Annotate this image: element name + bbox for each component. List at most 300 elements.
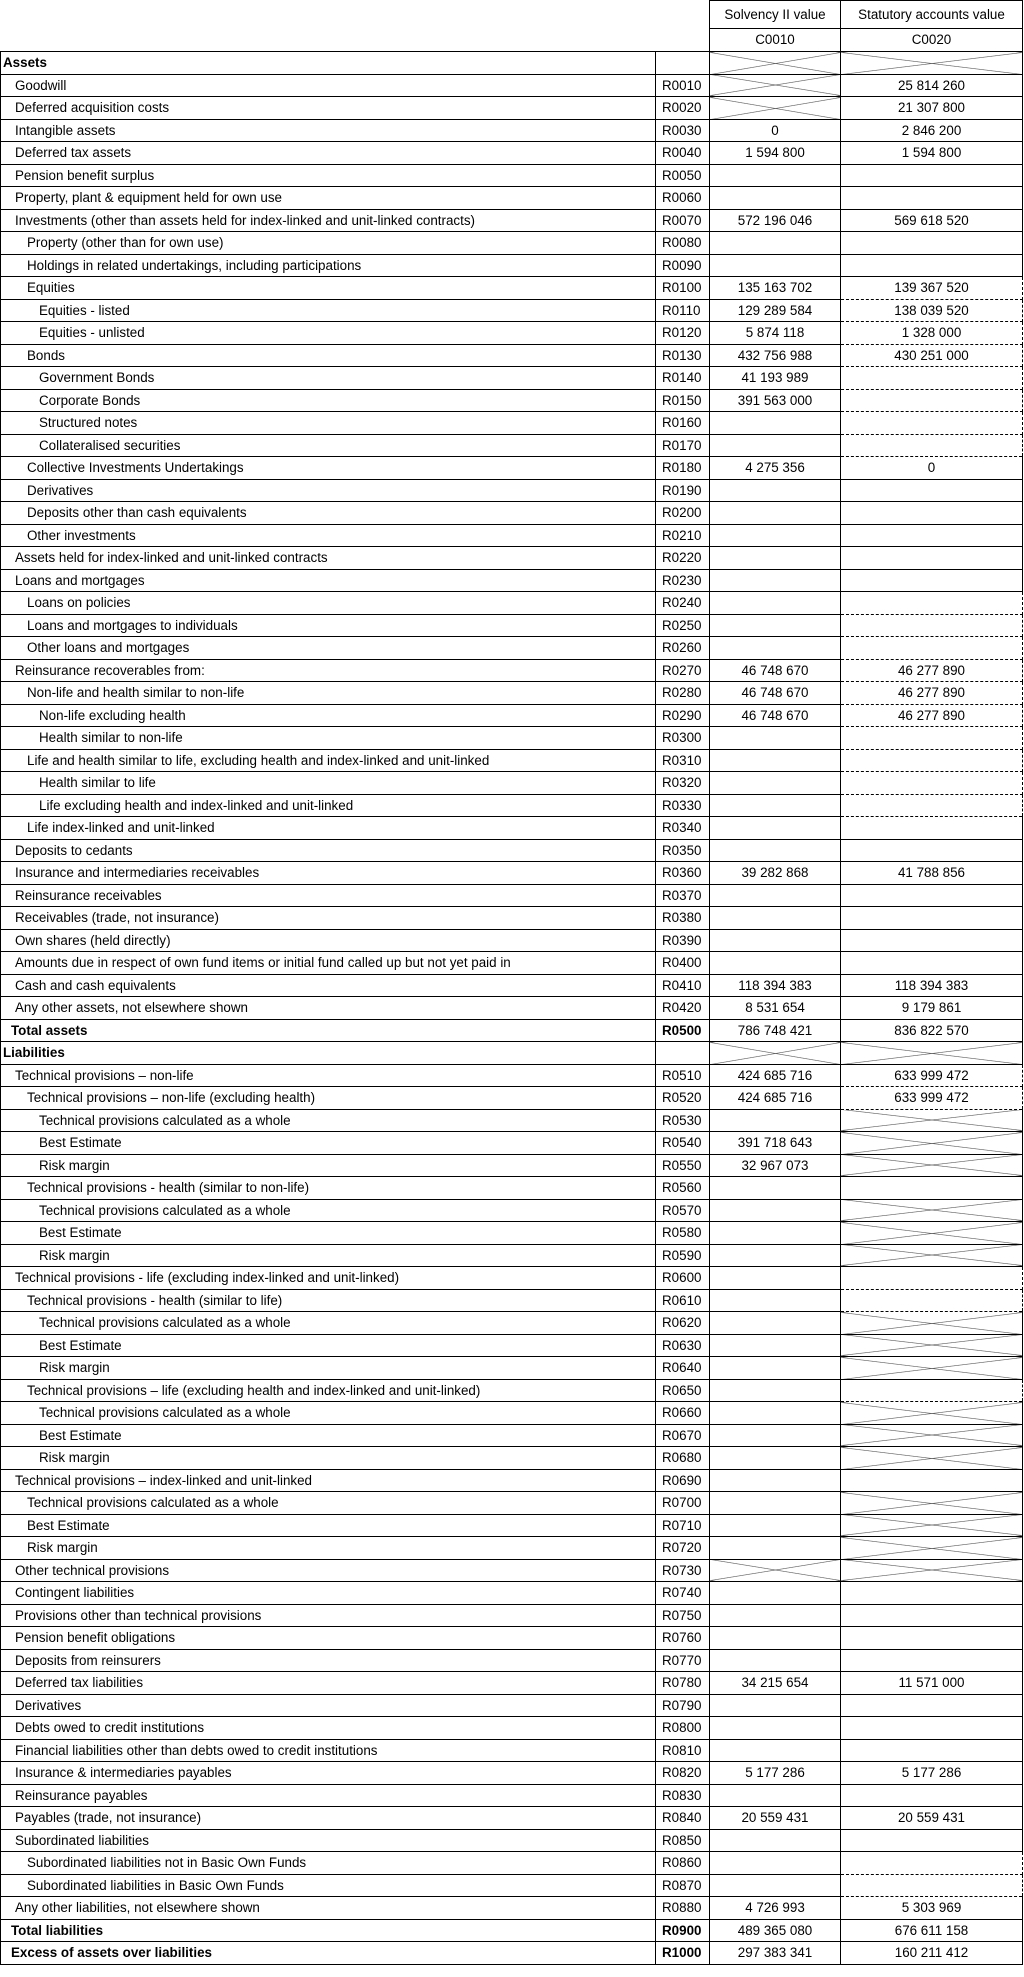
statutory-value: 430 251 000: [841, 344, 1023, 367]
table-row: [1, 749, 1023, 772]
table-row: [1, 322, 1023, 345]
solvency-value: [710, 614, 841, 637]
row-code: R0260: [656, 637, 710, 660]
row-label: Technical provisions calculated as a whole: [1, 1402, 656, 1425]
table-row: [1, 502, 1023, 525]
table-row: [1, 1874, 1023, 1897]
table-row: [1, 1942, 1023, 1965]
solvency-value: 46 748 670: [710, 659, 841, 682]
solvency-value: [710, 592, 841, 615]
table-row: [1, 1627, 1023, 1650]
table-row: [1, 794, 1023, 817]
table-row: [1, 1649, 1023, 1672]
row-code: R0600: [656, 1267, 710, 1290]
table-row: [1, 1064, 1023, 1087]
row-code: R0080: [656, 232, 710, 255]
solvency-value: [710, 952, 841, 975]
table-row: [1, 929, 1023, 952]
table-row: [1, 1154, 1023, 1177]
statutory-value: 138 039 520: [841, 299, 1023, 322]
table-row: [1, 704, 1023, 727]
statutory-value: 21 307 800: [841, 97, 1023, 120]
table-row: [1, 1492, 1023, 1515]
row-code: R0610: [656, 1289, 710, 1312]
solvency-value: [710, 1222, 841, 1245]
row-code: R0810: [656, 1739, 710, 1762]
row-label: Corporate Bonds: [1, 389, 656, 412]
table-row: [1, 457, 1023, 480]
table-row: [1, 1672, 1023, 1695]
solvency-value: 424 685 716: [710, 1087, 841, 1110]
table-row: [1, 1289, 1023, 1312]
statutory-value: [841, 1582, 1023, 1605]
row-code: R0250: [656, 614, 710, 637]
solvency-value: [710, 502, 841, 525]
row-code: R0210: [656, 524, 710, 547]
row-code: R0020: [656, 97, 710, 120]
solvency-value: [710, 817, 841, 840]
solvency-value: 489 365 080: [710, 1919, 841, 1942]
row-label: Derivatives: [1, 1694, 656, 1717]
statutory-value: [841, 1627, 1023, 1650]
statutory-value: [841, 1469, 1023, 1492]
row-label: Reinsurance receivables: [1, 884, 656, 907]
row-code: R0230: [656, 569, 710, 592]
row-label: Health similar to non-life: [1, 727, 656, 750]
col-solvency-title: Solvency II value: [710, 1, 841, 29]
row-label: Technical provisions – non-life (excluding health): [1, 1087, 656, 1110]
solvency-value: [710, 434, 841, 457]
solvency-value: 424 685 716: [710, 1064, 841, 1087]
row-label: Technical provisions calculated as a whole: [1, 1492, 656, 1515]
row-label: Pension benefit surplus: [1, 164, 656, 187]
cross-cell: [710, 1042, 841, 1065]
statutory-value: [841, 1649, 1023, 1672]
table-row: [1, 1199, 1023, 1222]
statutory-value: [841, 524, 1023, 547]
row-label: Deposits other than cash equivalents: [1, 502, 656, 525]
row-code: R0660: [656, 1402, 710, 1425]
solvency-value: [710, 1492, 841, 1515]
row-label: Cash and cash equivalents: [1, 974, 656, 997]
row-code: R0120: [656, 322, 710, 345]
row-code: R0350: [656, 839, 710, 862]
table-row: [1, 119, 1023, 142]
row-label: Technical provisions calculated as a whole: [1, 1109, 656, 1132]
table-row: [1, 1469, 1023, 1492]
cross-cell: [841, 1042, 1023, 1065]
row-code: R0760: [656, 1627, 710, 1650]
row-code: R0290: [656, 704, 710, 727]
solvency-value: [710, 1694, 841, 1717]
row-code: R0710: [656, 1514, 710, 1537]
code-header-row: [1, 29, 1023, 52]
row-label: Equities - listed: [1, 299, 656, 322]
table-row: [1, 772, 1023, 795]
row-code: R0740: [656, 1582, 710, 1605]
row-code: R0550: [656, 1154, 710, 1177]
solvency-value: [710, 1447, 841, 1470]
row-label: Equities: [1, 277, 656, 300]
row-code: R0690: [656, 1469, 710, 1492]
solvency-value: [710, 479, 841, 502]
solvency-value: 118 394 383: [710, 974, 841, 997]
solvency-value: [710, 1177, 841, 1200]
table-row: [1, 344, 1023, 367]
statutory-value: 633 999 472: [841, 1064, 1023, 1087]
row-code: R0880: [656, 1897, 710, 1920]
statutory-value: [841, 389, 1023, 412]
table-row: [1, 1807, 1023, 1830]
solvency-value: [710, 1357, 841, 1380]
row-label: Best Estimate: [1, 1514, 656, 1537]
row-code: R0860: [656, 1852, 710, 1875]
solvency-value: 41 193 989: [710, 367, 841, 390]
statutory-value: 46 277 890: [841, 659, 1023, 682]
table-row: [1, 367, 1023, 390]
row-code: R0820: [656, 1762, 710, 1785]
table-row: [1, 1019, 1023, 1042]
row-code: R0790: [656, 1694, 710, 1717]
row-label: Life and health similar to life, excluding health and index-linked and unit-linked: [1, 749, 656, 772]
solvency-value: 39 282 868: [710, 862, 841, 885]
cross-cell: [841, 1222, 1023, 1245]
table-row: [1, 1829, 1023, 1852]
solvency-value: [710, 907, 841, 930]
row-code: R0340: [656, 817, 710, 840]
statutory-value: [841, 254, 1023, 277]
statutory-value: [841, 1784, 1023, 1807]
row-code: R0380: [656, 907, 710, 930]
section-title-liabilities: Liabilities: [1, 1042, 656, 1065]
row-code: R1000: [656, 1942, 710, 1965]
row-label: Receivables (trade, not insurance): [1, 907, 656, 930]
solvency-value: 20 559 431: [710, 1807, 841, 1830]
table-row: [1, 1177, 1023, 1200]
row-label: Technical provisions – non-life: [1, 1064, 656, 1087]
cross-cell: [841, 1334, 1023, 1357]
solvency-value: 297 383 341: [710, 1942, 841, 1965]
row-code: R0770: [656, 1649, 710, 1672]
solvency-value: 572 196 046: [710, 209, 841, 232]
solvency-value: 46 748 670: [710, 682, 841, 705]
solvency-value: 5 177 286: [710, 1762, 841, 1785]
solvency-value: [710, 1289, 841, 1312]
row-label: Derivatives: [1, 479, 656, 502]
statutory-value: 20 559 431: [841, 1807, 1023, 1830]
statutory-value: [841, 1289, 1023, 1312]
row-code: R0220: [656, 547, 710, 570]
solvency-value: 32 967 073: [710, 1154, 841, 1177]
statutory-value: [841, 187, 1023, 210]
solvency-value: 391 563 000: [710, 389, 841, 412]
row-label: Technical provisions calculated as a whole: [1, 1199, 656, 1222]
row-code: R0510: [656, 1064, 710, 1087]
row-code: R0900: [656, 1919, 710, 1942]
row-code: R0010: [656, 74, 710, 97]
solvency-value: 391 718 643: [710, 1132, 841, 1155]
row-code: R0050: [656, 164, 710, 187]
row-label: Other investments: [1, 524, 656, 547]
row-label: Provisions other than technical provisions: [1, 1604, 656, 1627]
row-code: R0180: [656, 457, 710, 480]
solvency-value: [710, 637, 841, 660]
row-code: R0520: [656, 1087, 710, 1110]
cross-cell: [710, 74, 841, 97]
row-label: Loans and mortgages: [1, 569, 656, 592]
table-row: [1, 1537, 1023, 1560]
cross-cell: [841, 1537, 1023, 1560]
table-row: [1, 1784, 1023, 1807]
cross-cell: [841, 1312, 1023, 1335]
table-row: [1, 1852, 1023, 1875]
statutory-value: [841, 817, 1023, 840]
statutory-value: 0: [841, 457, 1023, 480]
solvency-value: 4 275 356: [710, 457, 841, 480]
row-label: Best Estimate: [1, 1132, 656, 1155]
row-code: R0040: [656, 142, 710, 165]
solvency-value: [710, 1402, 841, 1425]
table-row: [1, 1739, 1023, 1762]
table-row: [1, 884, 1023, 907]
solvency-value: [710, 1649, 841, 1672]
header-row: [1, 1, 1023, 29]
row-label: Life excluding health and index-linked and unit-linked: [1, 794, 656, 817]
col-statutory-code: C0020: [841, 29, 1023, 52]
table-row: [1, 659, 1023, 682]
table-row: [1, 817, 1023, 840]
row-label: Life index-linked and unit-linked: [1, 817, 656, 840]
statutory-value: [841, 952, 1023, 975]
row-label: Deferred acquisition costs: [1, 97, 656, 120]
statutory-value: 569 618 520: [841, 209, 1023, 232]
cross-cell: [841, 1244, 1023, 1267]
row-code: R0500: [656, 1019, 710, 1042]
table-row: [1, 1334, 1023, 1357]
table-row: [1, 1447, 1023, 1470]
table-row: [1, 592, 1023, 615]
row-code: R0360: [656, 862, 710, 885]
row-label: Total assets: [1, 1019, 656, 1042]
statutory-value: [841, 1379, 1023, 1402]
row-label: Other technical provisions: [1, 1559, 656, 1582]
row-label: Best Estimate: [1, 1424, 656, 1447]
table-row: [1, 1222, 1023, 1245]
row-label: Property, plant & equipment held for own use: [1, 187, 656, 210]
cross-cell: [841, 1514, 1023, 1537]
row-code: R0060: [656, 187, 710, 210]
table-row: [1, 1897, 1023, 1920]
cross-cell: [841, 1199, 1023, 1222]
row-label: Investments (other than assets held for index-linked and unit-linked contracts): [1, 209, 656, 232]
row-label: Risk margin: [1, 1357, 656, 1380]
section-row-liabilities: [1, 1042, 1023, 1065]
solvency-value: [710, 1582, 841, 1605]
solvency-value: [710, 1244, 841, 1267]
row-label: Subordinated liabilities not in Basic Own Funds: [1, 1852, 656, 1875]
solvency-value: [710, 1379, 841, 1402]
row-code: R0560: [656, 1177, 710, 1200]
table-row: [1, 1244, 1023, 1267]
solvency-value: 8 531 654: [710, 997, 841, 1020]
row-code: R0750: [656, 1604, 710, 1627]
row-code: R0530: [656, 1109, 710, 1132]
statutory-value: [841, 727, 1023, 750]
solvency-value: [710, 569, 841, 592]
row-label: Risk margin: [1, 1447, 656, 1470]
row-label: Goodwill: [1, 74, 656, 97]
statutory-value: [841, 434, 1023, 457]
row-label: Total liabilities: [1, 1919, 656, 1942]
statutory-value: [841, 637, 1023, 660]
solvency-value: [710, 839, 841, 862]
row-code: R0310: [656, 749, 710, 772]
row-label: Government Bonds: [1, 367, 656, 390]
row-code: R0570: [656, 1199, 710, 1222]
table-row: [1, 997, 1023, 1020]
solvency-value: [710, 187, 841, 210]
solvency-value: [710, 1424, 841, 1447]
solvency-value: [710, 772, 841, 795]
table-row: [1, 614, 1023, 637]
solvency-value: [710, 1514, 841, 1537]
row-code: R0670: [656, 1424, 710, 1447]
row-code: R0730: [656, 1559, 710, 1582]
statutory-value: [841, 772, 1023, 795]
statutory-value: [841, 412, 1023, 435]
statutory-value: 118 394 383: [841, 974, 1023, 997]
row-code: R0110: [656, 299, 710, 322]
statutory-value: [841, 839, 1023, 862]
table-row: [1, 1109, 1023, 1132]
row-code: R0630: [656, 1334, 710, 1357]
row-label: Technical provisions calculated as a whole: [1, 1312, 656, 1335]
statutory-value: 5 303 969: [841, 1897, 1023, 1920]
row-label: Technical provisions – index-linked and unit-linked: [1, 1469, 656, 1492]
row-code: R0140: [656, 367, 710, 390]
cross-cell: [710, 97, 841, 120]
cross-cell: [710, 1559, 841, 1582]
row-code: R0540: [656, 1132, 710, 1155]
table-row: [1, 479, 1023, 502]
row-code: R0830: [656, 1784, 710, 1807]
statutory-value: [841, 547, 1023, 570]
statutory-value: 41 788 856: [841, 862, 1023, 885]
statutory-value: [841, 1604, 1023, 1627]
row-label: Loans and mortgages to individuals: [1, 614, 656, 637]
solvency-value: [710, 1334, 841, 1357]
table-row: [1, 299, 1023, 322]
solvency-value: [710, 1829, 841, 1852]
solvency-value: [710, 524, 841, 547]
row-label: Deposits from reinsurers: [1, 1649, 656, 1672]
row-code: R0850: [656, 1829, 710, 1852]
statutory-value: [841, 232, 1023, 255]
row-code: R0410: [656, 974, 710, 997]
solvency-value: 5 874 118: [710, 322, 841, 345]
solvency-value: [710, 164, 841, 187]
row-label: Risk margin: [1, 1244, 656, 1267]
cross-cell: [841, 1109, 1023, 1132]
row-code: R0270: [656, 659, 710, 682]
row-code: R0650: [656, 1379, 710, 1402]
statutory-value: 2 846 200: [841, 119, 1023, 142]
row-label: Collective Investments Undertakings: [1, 457, 656, 480]
row-code: R0370: [656, 884, 710, 907]
statutory-value: [841, 1717, 1023, 1740]
solvency-value: [710, 232, 841, 255]
statutory-value: [841, 479, 1023, 502]
cross-cell: [841, 52, 1023, 75]
col-statutory-title: Statutory accounts value: [841, 1, 1023, 29]
row-label: Bonds: [1, 344, 656, 367]
row-label: Reinsurance recoverables from:: [1, 659, 656, 682]
row-code: R0590: [656, 1244, 710, 1267]
table-row: [1, 1132, 1023, 1155]
row-label: Deferred tax liabilities: [1, 1672, 656, 1695]
row-code: R0580: [656, 1222, 710, 1245]
statutory-value: 139 367 520: [841, 277, 1023, 300]
row-label: Insurance & intermediaries payables: [1, 1762, 656, 1785]
statutory-value: 1 594 800: [841, 142, 1023, 165]
row-label: Technical provisions – life (excluding health and index-linked and unit-linked): [1, 1379, 656, 1402]
solvency-value: [710, 727, 841, 750]
table-row: [1, 1582, 1023, 1605]
solvency-value: [710, 547, 841, 570]
row-label: Amounts due in respect of own fund items or initial fund called up but not yet paid in: [1, 952, 656, 975]
row-label: Any other assets, not elsewhere shown: [1, 997, 656, 1020]
statutory-value: [841, 884, 1023, 907]
statutory-value: [841, 794, 1023, 817]
row-code: R0330: [656, 794, 710, 817]
statutory-value: [841, 1874, 1023, 1897]
table-row: [1, 1312, 1023, 1335]
row-code: R0680: [656, 1447, 710, 1470]
table-row: [1, 97, 1023, 120]
row-label: Deposits to cedants: [1, 839, 656, 862]
statutory-value: [841, 1267, 1023, 1290]
solvency-value: [710, 1537, 841, 1560]
cross-cell: [841, 1424, 1023, 1447]
table-row: [1, 1424, 1023, 1447]
statutory-value: [841, 1852, 1023, 1875]
row-label: Structured notes: [1, 412, 656, 435]
row-label: Risk margin: [1, 1537, 656, 1560]
solvency-value: [710, 1874, 841, 1897]
statutory-value: [841, 502, 1023, 525]
cross-cell: [841, 1559, 1023, 1582]
row-label: Holdings in related undertakings, including participations: [1, 254, 656, 277]
row-code: R0620: [656, 1312, 710, 1335]
solvency-value: [710, 1312, 841, 1335]
solvency-value: 4 726 993: [710, 1897, 841, 1920]
row-code: R0150: [656, 389, 710, 412]
table-row: [1, 1559, 1023, 1582]
row-code: R0240: [656, 592, 710, 615]
row-label: Insurance and intermediaries receivables: [1, 862, 656, 885]
row-label: Technical provisions - life (excluding index-linked and unit-linked): [1, 1267, 656, 1290]
row-code: R0090: [656, 254, 710, 277]
row-code: R0420: [656, 997, 710, 1020]
solvency-value: [710, 929, 841, 952]
solvency-value: [710, 1267, 841, 1290]
solvency-value: [710, 1469, 841, 1492]
row-label: Best Estimate: [1, 1222, 656, 1245]
row-label: Own shares (held directly): [1, 929, 656, 952]
statutory-value: [841, 367, 1023, 390]
table-row: [1, 232, 1023, 255]
row-label: Excess of assets over liabilities: [1, 1942, 656, 1965]
